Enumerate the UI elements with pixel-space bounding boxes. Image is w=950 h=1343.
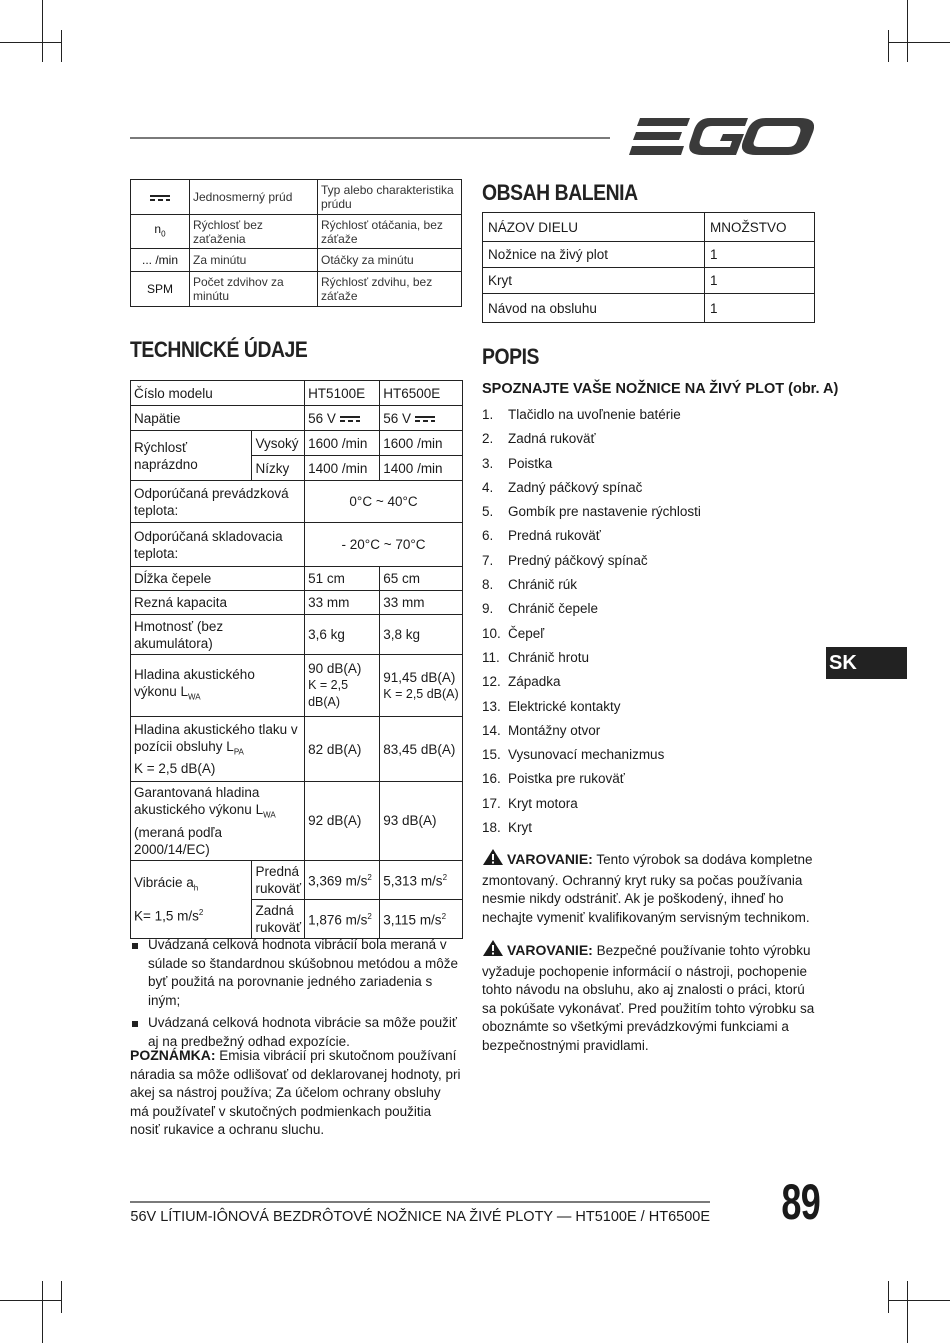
crop-mark bbox=[907, 0, 908, 62]
speed-low-a: 1400 /min bbox=[305, 456, 380, 481]
blade-label: Dĺžka čepele bbox=[131, 567, 305, 591]
unit-sup: 2 bbox=[367, 912, 372, 922]
crop-mark bbox=[888, 1281, 889, 1313]
list-item-text: Poistka pre rukoväť bbox=[508, 771, 625, 787]
list-item bbox=[482, 719, 822, 743]
part-cell: Kryt bbox=[483, 268, 705, 294]
list-item-text: Tlačidlo na uvoľnenie batérie bbox=[508, 407, 681, 422]
voltage-a-value: 56 V bbox=[308, 410, 336, 426]
footer-rule bbox=[130, 1201, 710, 1203]
list-item-text: Gombík pre nastavenie rýchlosti bbox=[508, 504, 701, 520]
symbol-cell bbox=[131, 215, 190, 249]
footer-text: 56V LÍTIUM-IÔNOVÁ BEZDRÔTOVÉ NOŽNICE NA ŽIVÉ PLOTY — HT5100E / HT6500E bbox=[130, 1209, 710, 1225]
glwa-a: 92 dB(A) bbox=[305, 782, 380, 861]
glwa-label-text: Garantovaná hladina akustického výkonu L bbox=[134, 785, 264, 817]
crop-mark bbox=[888, 1300, 950, 1301]
technical-table bbox=[130, 380, 463, 939]
list-item-text: Chránič čepele bbox=[508, 601, 599, 617]
weight-a: 3,6 kg bbox=[305, 615, 380, 655]
speed-high-a: 1600 /min bbox=[305, 431, 380, 456]
voltage-a bbox=[305, 406, 380, 431]
list-item-number: 14. bbox=[482, 722, 501, 738]
list-item-number: 3. bbox=[482, 455, 494, 471]
list-item-text: Západka bbox=[508, 674, 561, 690]
list-item bbox=[482, 816, 822, 840]
warning-label: VAROVANIE: bbox=[507, 942, 593, 958]
list-item bbox=[482, 573, 822, 597]
bullet-text: Uvádzaná celková hodnota vibrácie sa môže použiť aj na predbežný odhad expozície. bbox=[148, 1015, 457, 1049]
symbols-table bbox=[130, 179, 462, 307]
vibration-front-label: Predná rukoväť bbox=[252, 860, 305, 899]
vibration-front-a bbox=[305, 860, 380, 899]
table-row bbox=[131, 860, 463, 899]
lwa-a bbox=[305, 655, 380, 717]
lpa-sub: PA bbox=[233, 747, 244, 757]
model-label: Číslo modelu bbox=[131, 381, 305, 406]
part-cell: Návod na obsluhu bbox=[483, 294, 705, 323]
glwa-b: 93 dB(A) bbox=[380, 782, 463, 861]
lwa-a-value: 90 dB(A) bbox=[308, 661, 362, 676]
op-temp-value: 0°C ~ 40°C bbox=[305, 481, 463, 523]
table-row bbox=[131, 782, 463, 861]
glwa-note: (meraná podľa 2000/14/EC) bbox=[134, 824, 222, 857]
warning-text: Bezpečné používanie tohto výrobku vyžaduje pochopenie informácií o nástroji, pochopenie tohto návodu na obsluhu, ako aj znalosti o práci, ktorú sa pokúšate vykonávať. Pred použitím tohto výrobku sa oboznámte so všetkými prevádzkovými funkciami a bezpečnostnými pravidlami. bbox=[482, 943, 815, 1053]
ego-logo-graphic bbox=[628, 114, 814, 160]
vibration-rear-a bbox=[305, 899, 380, 938]
lwa-b-k: K = 2,5 dB(A) bbox=[383, 686, 459, 701]
column-header-qty: MNOŽSTVO bbox=[705, 213, 815, 242]
qty-cell: 1 bbox=[705, 268, 815, 294]
crop-mark bbox=[888, 42, 950, 43]
list-item bbox=[482, 452, 822, 476]
list-item bbox=[482, 403, 822, 427]
list-item bbox=[482, 524, 822, 548]
list-item-text: Kryt motora bbox=[508, 795, 578, 811]
list-item bbox=[482, 695, 822, 719]
bullet-text: Uvádzaná celková hodnota vibrácií bola meraná v súlade so štandardnou skúšobnou metódou a môže byť použitá na porovnanie jedného zariadenia s iným; bbox=[148, 937, 458, 1008]
table-row bbox=[131, 180, 462, 215]
note-label: POZNÁMKA: bbox=[130, 1047, 216, 1063]
table-row bbox=[483, 242, 815, 268]
lpa-b: 83,45 dB(A) bbox=[380, 717, 463, 782]
list-item-number: 9. bbox=[482, 601, 494, 617]
warning-icon bbox=[482, 939, 504, 963]
vibration-rear-b-value: 3,115 m/s bbox=[383, 912, 442, 928]
table-header-row bbox=[483, 213, 815, 242]
meaning-cell: Rýchlosť zdvihu, bez záťaže bbox=[318, 272, 462, 307]
crop-mark bbox=[42, 1281, 43, 1343]
lwa-label bbox=[131, 655, 305, 717]
language-tab: SK bbox=[826, 647, 907, 679]
table-row bbox=[131, 249, 462, 272]
term-cell: Počet zdvihov za minútu bbox=[190, 272, 318, 307]
bullet-item bbox=[130, 936, 463, 1010]
list-item-text: Zadný páčkový spínač bbox=[508, 479, 643, 495]
lpa-label-text: Hladina akustického tlaku v pozícii obsluhy L bbox=[134, 721, 298, 754]
list-item-number: 16. bbox=[482, 771, 501, 787]
storage-temp-value: - 20°C ~ 70°C bbox=[305, 523, 463, 567]
cut-label: Rezná kapacita bbox=[131, 591, 305, 615]
page-number: 89 bbox=[781, 1174, 820, 1230]
table-row bbox=[131, 272, 462, 307]
vibration-notes bbox=[130, 936, 463, 1055]
bullet-icon bbox=[132, 1021, 138, 1027]
table-row bbox=[131, 615, 463, 655]
symbol-text: n bbox=[154, 221, 162, 236]
list-item bbox=[482, 646, 822, 670]
table-row bbox=[131, 523, 463, 567]
vibration-rear-label: Zadná rukoväť bbox=[252, 899, 305, 938]
symbol-cell: ... /min bbox=[131, 249, 190, 272]
list-item bbox=[482, 743, 822, 767]
list-item-number: 8. bbox=[482, 577, 494, 593]
storage-temp-label: Odporúčaná skladovacia teplota: bbox=[131, 523, 305, 567]
dc-current-icon bbox=[340, 415, 360, 423]
list-item bbox=[482, 500, 822, 524]
parts-list bbox=[482, 403, 822, 840]
dc-current-icon bbox=[150, 194, 170, 202]
vibration-front-b-value: 5,313 m/s bbox=[383, 873, 443, 889]
weight-b: 3,8 kg bbox=[380, 615, 463, 655]
unit-sup: 2 bbox=[367, 873, 372, 883]
cut-b: 33 mm bbox=[380, 591, 463, 615]
glwa-label bbox=[131, 782, 305, 861]
list-item bbox=[482, 792, 822, 816]
list-item-number: 7. bbox=[482, 552, 494, 568]
speed-low-label: Nízky bbox=[252, 456, 305, 481]
speed-high-label: Vysoký bbox=[252, 431, 305, 456]
crop-mark bbox=[61, 30, 62, 62]
list-item-number: 18. bbox=[482, 820, 501, 836]
list-item bbox=[482, 622, 822, 646]
vibration-sub: h bbox=[193, 883, 199, 893]
table-row bbox=[131, 481, 463, 523]
speed-high-b: 1600 /min bbox=[380, 431, 463, 456]
list-item bbox=[482, 427, 822, 451]
lpa-a: 82 dB(A) bbox=[305, 717, 380, 782]
table-row bbox=[483, 294, 815, 323]
term-cell: Za minútu bbox=[190, 249, 318, 272]
model-a: HT5100E bbox=[305, 381, 380, 406]
glwa-sub: WA bbox=[263, 810, 276, 820]
crop-mark bbox=[61, 1281, 62, 1313]
list-item-number: 15. bbox=[482, 747, 501, 763]
package-heading: OBSAH BALENIA bbox=[482, 180, 638, 205]
term-cell: Rýchlosť bez zaťaženia bbox=[190, 215, 318, 249]
crop-mark bbox=[0, 1300, 62, 1301]
list-item-text: Chránič rúk bbox=[508, 577, 578, 593]
lwa-b-value: 91,45 dB(A) bbox=[383, 669, 456, 685]
list-item-number: 13. bbox=[482, 698, 501, 714]
qty-cell: 1 bbox=[705, 242, 815, 268]
list-item-text: Zadná rukoväť bbox=[508, 431, 596, 447]
table-row bbox=[131, 381, 463, 406]
warning-block bbox=[482, 848, 817, 927]
list-item-number: 10. bbox=[482, 625, 501, 641]
crop-mark bbox=[42, 0, 43, 62]
vibration-rear-b bbox=[380, 899, 463, 938]
op-temp-label: Odporúčaná prevádzková teplota: bbox=[131, 481, 305, 523]
blade-b: 65 cm bbox=[380, 567, 463, 591]
vibration-front-b bbox=[380, 860, 463, 899]
voltage-b-value: 56 V bbox=[383, 410, 412, 426]
voltage-label: Napätie bbox=[131, 406, 305, 431]
voltage-b bbox=[380, 406, 463, 431]
speed-label: Rýchlosť naprázdno bbox=[131, 431, 252, 481]
vibration-k-sup: 2 bbox=[198, 908, 204, 918]
table-row bbox=[131, 215, 462, 249]
list-item-text: Montážny otvor bbox=[508, 722, 601, 738]
list-item bbox=[482, 597, 822, 621]
ego-logo bbox=[628, 114, 814, 160]
warning-text: Tento výrobok sa dodáva kompletne zmontovaný. Ochranný kryt ruky sa počas používania nesmie nikdy odstrániť. Ak je poškodený, ihneď ho nechajte vymeniť kvalifikovaným servisným technikom. bbox=[482, 852, 813, 925]
column-header-part: NÁZOV DIELU bbox=[483, 213, 705, 242]
vibration-k: K= 1,5 m/s bbox=[134, 908, 199, 924]
vibration-label bbox=[131, 860, 252, 938]
list-item-text: Čepeľ bbox=[508, 625, 545, 641]
package-table bbox=[482, 212, 815, 323]
symbol-cell bbox=[131, 180, 190, 215]
lwa-label-text: Hladina akustického výkonu L bbox=[134, 666, 255, 699]
lpa-k: K = 2,5 dB(A) bbox=[134, 761, 216, 777]
meaning-cell: Rýchlosť otáčania, bez záťaže bbox=[318, 215, 462, 249]
lwa-sub: WA bbox=[188, 692, 201, 702]
model-b: HT6500E bbox=[380, 381, 463, 406]
list-item-text: Kryt bbox=[508, 820, 533, 836]
part-cell: Nožnice na živý plot bbox=[483, 242, 705, 268]
warning-icon bbox=[482, 848, 504, 872]
note-text: Emisia vibrácií pri skutočnom používaní náradia sa môže odlišovať od deklarovanej hodnoty, pri akej sa nástroj používa; Za účelom ochrany obsluhy má používateľ v skutočných podmienkach použitia nosiť rukavice a ochranu sluchu. bbox=[130, 1048, 461, 1137]
blade-a: 51 cm bbox=[305, 567, 380, 591]
list-item-number: 4. bbox=[482, 479, 494, 495]
bullet-icon bbox=[132, 943, 138, 949]
list-item bbox=[482, 670, 822, 694]
list-item-text: Elektrické kontakty bbox=[508, 698, 621, 714]
table-row bbox=[483, 268, 815, 294]
symbol-subscript: 0 bbox=[161, 229, 166, 239]
weight-label: Hmotnosť (bez akumulátora) bbox=[131, 615, 305, 655]
crop-mark bbox=[888, 30, 889, 62]
list-item-number: 5. bbox=[482, 504, 494, 520]
list-item-number: 11. bbox=[482, 649, 500, 665]
note-paragraph bbox=[130, 1046, 463, 1140]
symbol-cell: SPM bbox=[131, 272, 190, 307]
speed-low-b: 1400 /min bbox=[380, 456, 463, 481]
description-subheading: SPOZNAJTE VAŠE NOŽNICE NA ŽIVÝ PLOT (obr. A) bbox=[482, 381, 839, 397]
table-row bbox=[131, 655, 463, 717]
dc-current-icon bbox=[415, 415, 435, 423]
lwa-a-k: K = 2,5 dB(A) bbox=[308, 678, 349, 709]
list-item-text: Vysunovací mechanizmus bbox=[508, 747, 665, 763]
warning-block bbox=[482, 939, 817, 1055]
crop-mark bbox=[907, 1281, 908, 1343]
list-item-number: 17. bbox=[482, 795, 501, 811]
table-row bbox=[131, 591, 463, 615]
cut-a: 33 mm bbox=[305, 591, 380, 615]
crop-mark bbox=[0, 42, 62, 43]
meaning-cell: Typ alebo charakteristika prúdu bbox=[318, 180, 462, 215]
list-item-text: Poistka bbox=[508, 455, 553, 471]
table-row bbox=[131, 567, 463, 591]
table-row bbox=[131, 406, 463, 431]
warning-label: VAROVANIE: bbox=[507, 851, 593, 867]
list-item-number: 1. bbox=[482, 407, 494, 422]
list-item-text: Predná rukoväť bbox=[508, 528, 601, 544]
meaning-cell: Otáčky za minútu bbox=[318, 249, 462, 272]
list-item-number: 12. bbox=[482, 674, 501, 690]
vibration-label-text: Vibrácie a bbox=[134, 874, 194, 890]
description-heading: POPIS bbox=[482, 344, 539, 369]
header-rule bbox=[130, 137, 610, 139]
lpa-label bbox=[131, 717, 305, 782]
list-item-text: Predný páčkový spínač bbox=[508, 552, 648, 568]
term-cell: Jednosmerný prúd bbox=[190, 180, 318, 215]
list-item-text: Chránič hrotu bbox=[508, 649, 590, 665]
list-item-number: 2. bbox=[482, 431, 494, 447]
list-item bbox=[482, 549, 822, 573]
table-row bbox=[131, 717, 463, 782]
list-item-number: 6. bbox=[482, 528, 494, 544]
vibration-front-a-value: 3,369 m/s bbox=[308, 873, 368, 889]
list-item bbox=[482, 476, 822, 500]
list-item bbox=[482, 767, 822, 791]
vibration-rear-a-value: 1,876 m/s bbox=[308, 912, 368, 928]
technical-heading: TECHNICKÉ ÚDAJE bbox=[130, 337, 308, 362]
qty-cell: 1 bbox=[705, 294, 815, 323]
table-row bbox=[131, 431, 463, 456]
lwa-b bbox=[380, 655, 463, 717]
unit-sup: 2 bbox=[442, 873, 448, 883]
unit-sup: 2 bbox=[441, 912, 447, 922]
